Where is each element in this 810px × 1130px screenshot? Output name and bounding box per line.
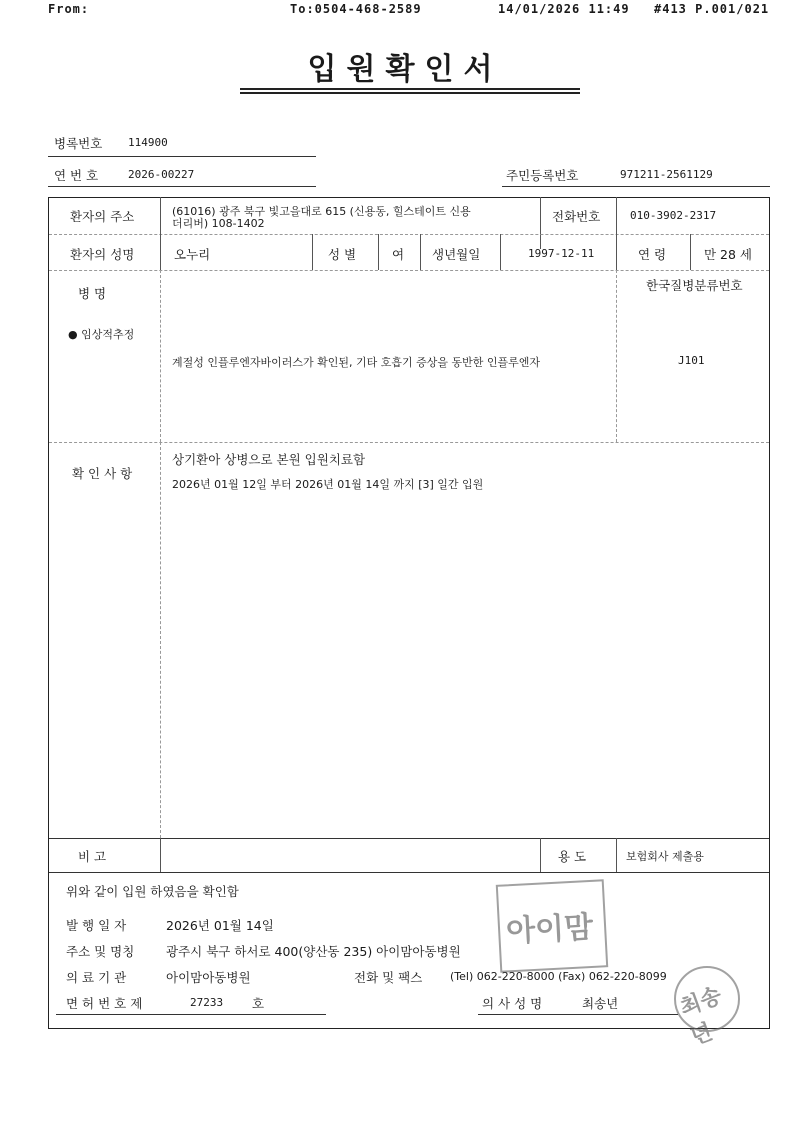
diagnosis-text: 계절성 인플루엔자바이러스가 확인된, 기타 호흡기 증상을 동반한 인플루엔자 [172,356,541,369]
title-underline [240,88,580,90]
grid-line [540,197,541,249]
confirmation-label: 확 인 사 항 [72,466,133,481]
address-label: 환자의 주소 [70,209,135,224]
sex-label: 성 별 [328,247,357,262]
main-table [48,197,770,1029]
statement: 위와 같이 입원 하였음을 확인함 [66,884,239,899]
doctor-seal-stamp [674,966,740,1051]
grid-line [49,234,769,235]
grid-line [49,442,769,443]
hospital-address: 광주시 북구 하서로 400(양산동 235) 아이맘아동병원 [166,944,461,959]
institution-label: 의 료 기 관 [66,970,127,985]
purpose-value: 보험회사 제출용 [626,850,704,863]
doctor-underline [478,1014,678,1015]
fax-from: From: [48,2,90,16]
clinical-estimate-label: ● 임상적추정 [68,328,135,341]
grid-line [616,270,617,442]
grid-line [616,234,617,270]
grid-line [540,838,541,872]
address-line2: 더리버) 108-1402 [172,217,265,230]
title-underline-2 [240,92,580,94]
confirmation-line2: 2026년 01월 12일 부터 2026년 01월 14일 까지 [3] 일간 입원 [172,478,484,491]
fax-page: #413 P.001/021 [654,2,770,16]
phone-value: 010-3902-2317 [630,209,717,222]
license-label: 면 허 번 호 제 [66,996,143,1011]
grid-line [160,442,161,838]
age-value: 만 28 세 [704,247,753,262]
license-no: 27233 [190,996,224,1009]
grid-line [160,838,161,872]
dob-label: 생년월일 [432,247,481,262]
hospital-seal-stamp [496,879,608,973]
divider [48,186,316,187]
record-no: 114900 [128,136,168,149]
age-label: 연 령 [638,247,667,262]
grid-line [160,234,161,270]
doctor-seal-text: 최송년 [676,983,726,1051]
purpose-label: 용 도 [558,849,587,864]
serial-label: 연 번 호 [54,168,99,183]
seal-text: 아이맘 [505,909,594,950]
dob-value: 1997-12-11 [528,247,595,260]
fax-to: To:0504-468-2589 [290,2,422,16]
license-suffix: 호 [252,996,265,1011]
name-label: 환자의 성명 [70,247,135,262]
confirmation-line1: 상기환아 상병으로 본원 입원치료함 [172,452,366,467]
rrn-label: 주민등록번호 [506,168,579,183]
diagnosis-label: 병 명 [78,286,107,301]
grid-line [49,838,769,839]
record-no-label: 병록번호 [54,136,103,151]
doctor-label: 의 사 성 명 [482,996,543,1011]
grid-line [160,270,161,442]
patient-name: 오누리 [174,247,211,262]
rrn-value: 971211-2561129 [620,168,713,181]
grid-line [378,234,379,270]
document-title: 입원확인서 [307,52,503,87]
diagnosis-code: J101 [678,354,705,367]
grid-line [420,234,421,270]
phone-label: 전화번호 [552,209,601,224]
institution-name: 아이맘아동병원 [166,970,251,985]
contact-label: 전화 및 팩스 [354,970,423,985]
issue-date-label: 발 행 일 자 [66,918,127,933]
issue-date: 2026년 01월 14일 [166,918,274,933]
grid-line [690,234,691,270]
contact-value: (Tel) 062-220-8000 (Fax) 062-220-8099 [450,970,667,983]
divider [502,186,770,187]
serial-no: 2026-00227 [128,168,195,181]
sex-value: 여 [392,247,405,262]
grid-line [49,872,769,873]
hospital-address-label: 주소 및 명칭 [66,944,135,959]
divider [48,156,316,157]
fax-datetime: 14/01/2026 11:49 [498,2,630,16]
remarks-label: 비 고 [78,849,107,864]
grid-line [500,234,501,270]
grid-line [49,270,769,271]
doctor-name: 최송년 [582,996,619,1011]
grid-line [312,234,313,270]
kcd-label: 한국질병분류번호 [646,278,743,293]
license-underline [56,1014,326,1015]
grid-line [616,838,617,872]
address-line1: (61016) 광주 북구 빛고을대로 615 (신용동, 힐스테이트 신용 [172,205,471,218]
